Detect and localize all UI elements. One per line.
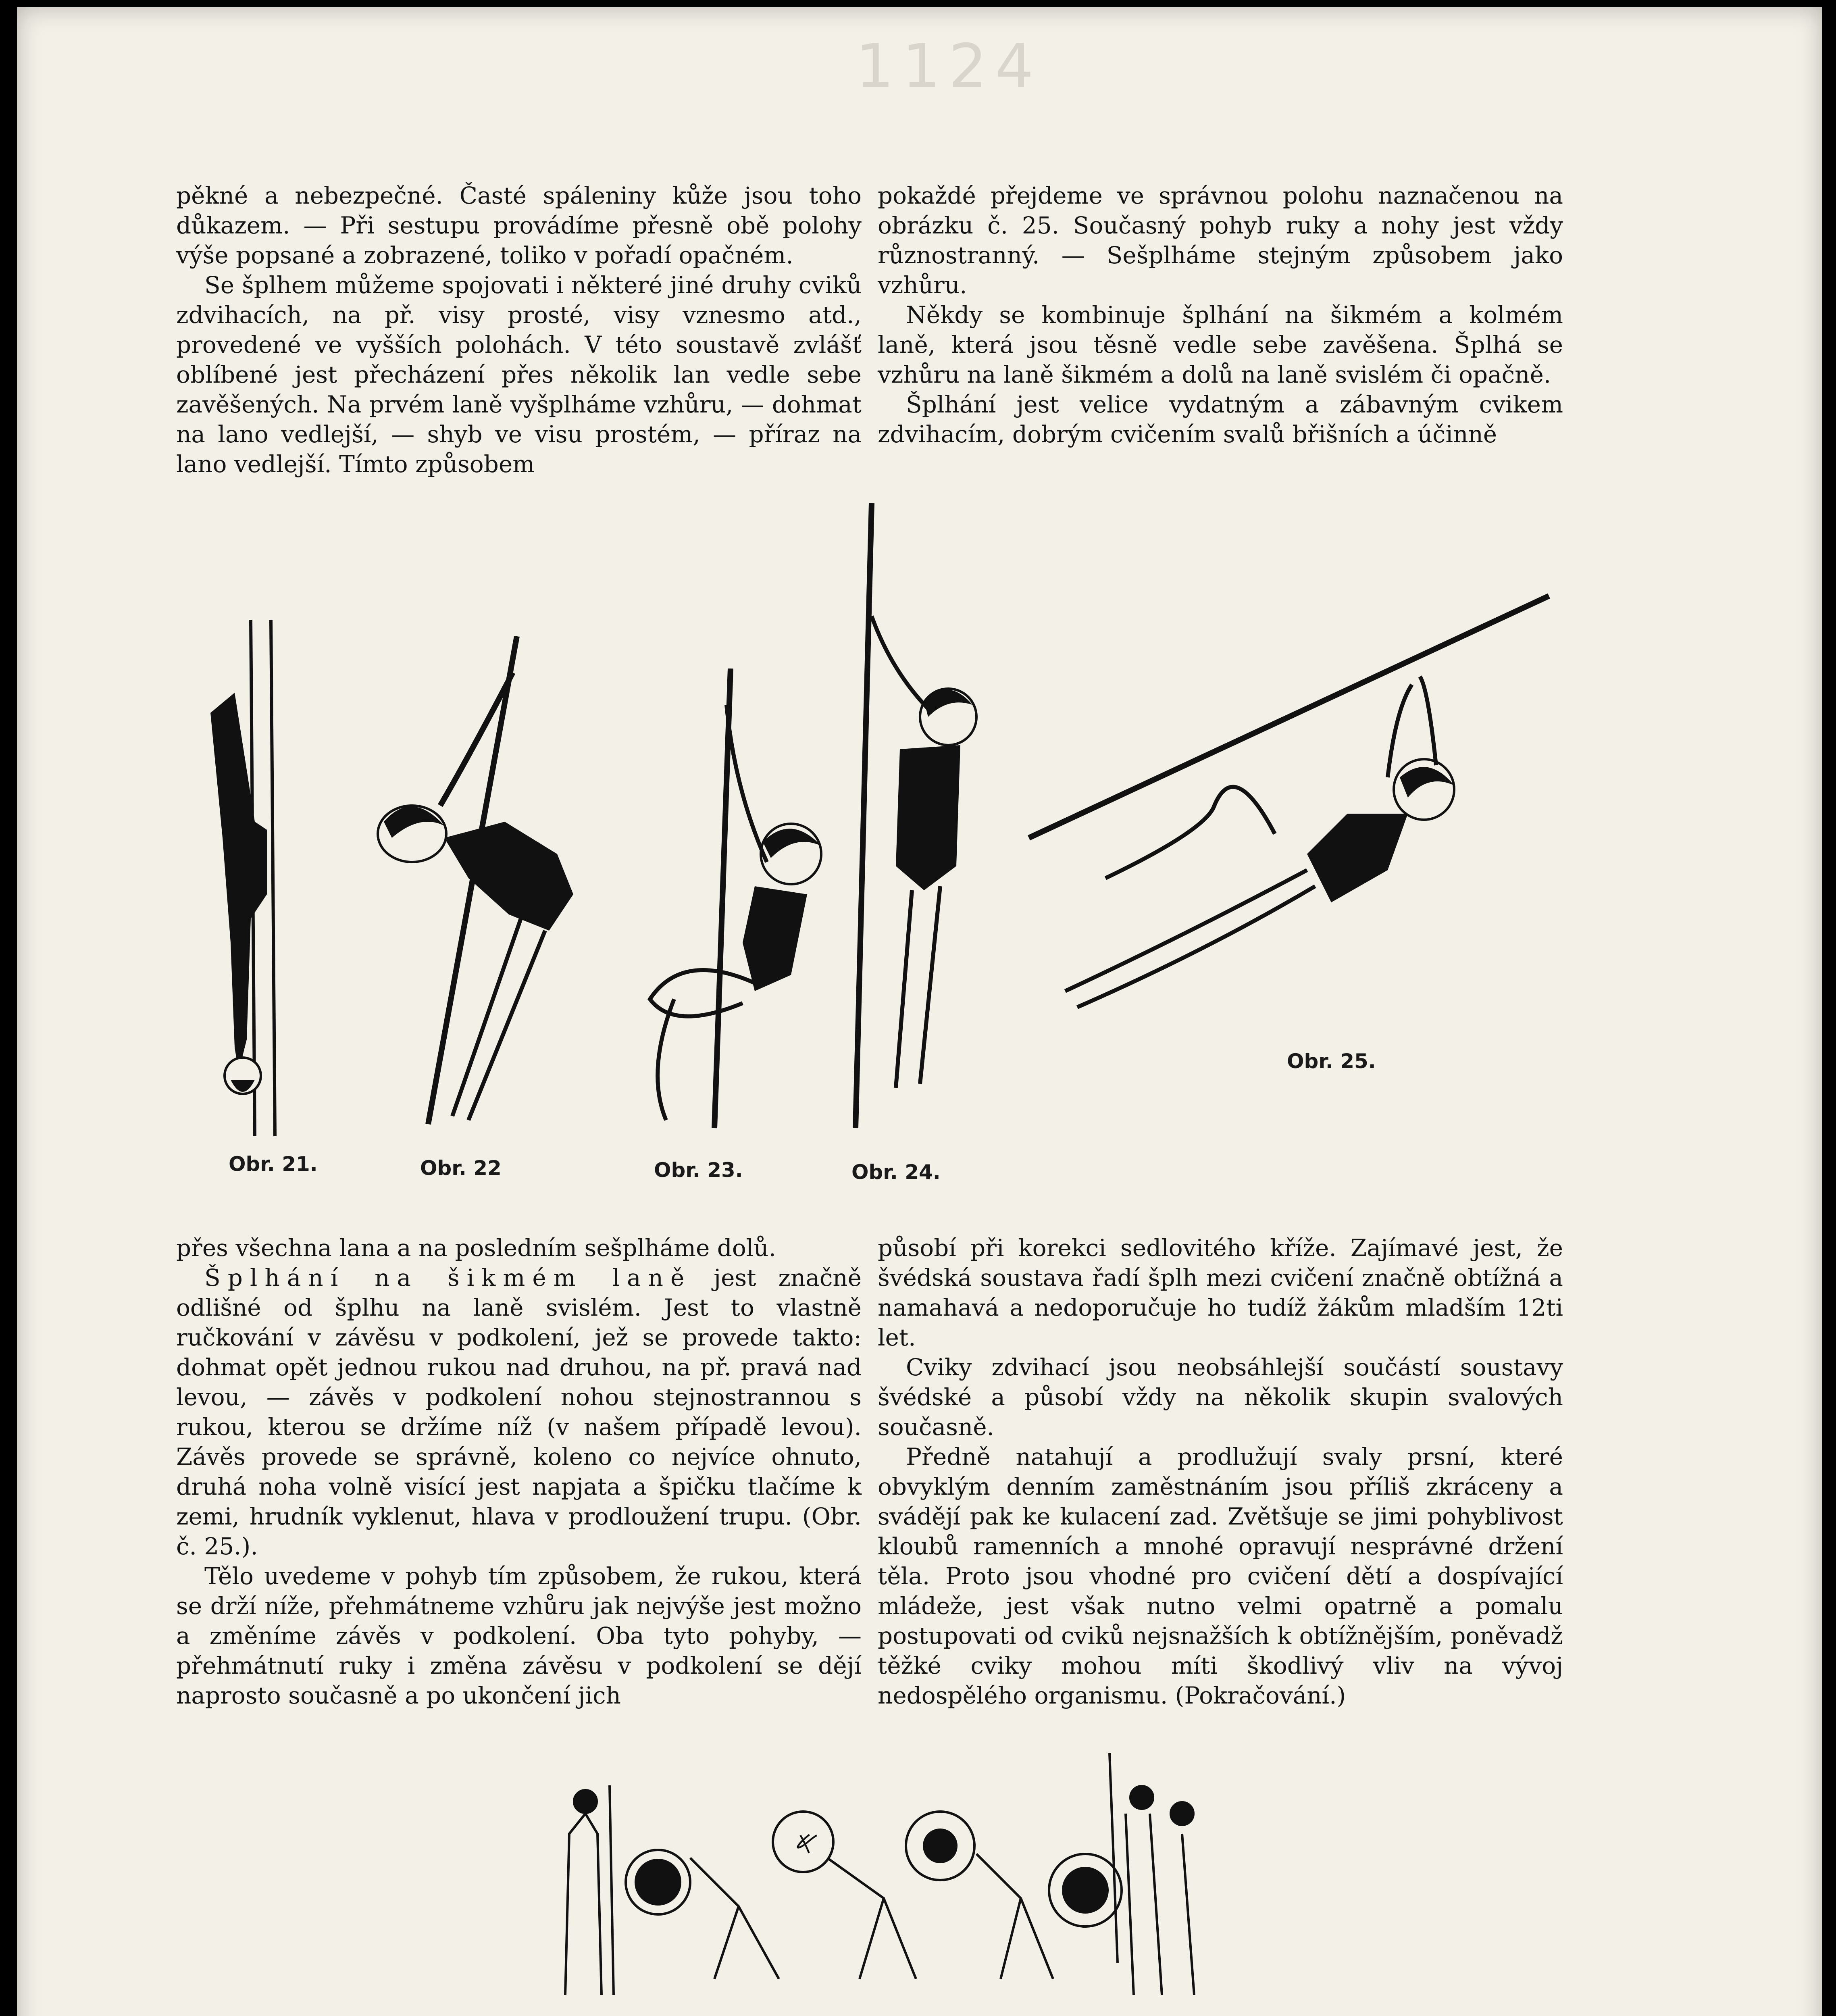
greek-frieze-illustration: [553, 1753, 1214, 1995]
paragraph: Někdy se kombinuje šplhání na šikmém a kolmém laně, která jsou těsně vedle sebe zavěšena. Šplhá se vzhůru na laně šikmém a dolů na laně svislém či opačně.: [878, 301, 1563, 388]
paragraph: Šplhání jest velice vydatným a zábavným cvikem zdvihacím, dobrým cvičením svalů břišních a účinně: [878, 391, 1563, 448]
figure-25-illustration: [1025, 588, 1589, 1064]
figure-22-caption: Obr. 22: [420, 1156, 502, 1180]
text-column-bottom-left: [176, 1233, 862, 1710]
library-stamp: 1124: [856, 31, 1042, 102]
text-column-top-left: [176, 181, 862, 479]
figure-24-caption: Obr. 24.: [851, 1160, 941, 1184]
figure-25-caption: Obr. 25.: [1287, 1050, 1376, 1073]
text-column-top-right: [878, 181, 1563, 449]
figure-24-illustration: [827, 503, 989, 1136]
paragraph-text: jest značně odlišné od šplhu na laně svislém. Jest to vlastně ručkování v závěsu v podkolení, jež se provede takto: dohmat opět jednou rukou nad druhou, na př. pravá nad levou, — závěs v podkolení nohou stejnostrannou s rukou, kterou se držíme níž (v našem případě levou). Závěs provede se správně, koleno co nejvíce ohnuto, druhá noha volně visící jest napjata a špičku tlačíme k zemi, hrudník vyklenut, hlava v prodloužení trupu. (Obr. č. 25.).: [176, 1264, 862, 1560]
paragraph: působí při korekci sedlovitého kříže. Zajímavé jest, že švédská soustava řadí šplh mezi cvičení značně obtížná a namahavá a nedoporučuje ho tudíž žákům mladším 12ti let.: [878, 1234, 1563, 1351]
paragraph: [176, 1263, 862, 1561]
figure-21-illustration: [186, 612, 356, 1144]
spaced-heading: Šplhání na šikmém laně: [204, 1264, 692, 1291]
document-page: [17, 7, 1822, 2016]
paragraph: Předně natahují a prodlužují svaly prsní, které obvyklým denním zaměstnáním jsou příliš zkráceny a svádějí pak ke kulacení zad. Zvětšuje se jimi pohyblivost kloubů ramenních a mnohé opravují nesprávné držení těla. Proto jsou vhodné pro cvičení dětí a dospívající mládeže, jest však nutno velmi opatrně a pomalu postupovati od cviků nejsnažších k obtížnějším, poněvadž těžké cviky mohou míti škodlivý vliv na vývoj nedospělého organismu. (Pokračování.): [878, 1443, 1563, 1709]
figure-22-illustration: [348, 636, 610, 1132]
figure-23-caption: Obr. 23.: [654, 1158, 743, 1182]
paragraph: Tělo uvedeme v pohyb tím způsobem, že rukou, která se drží níže, přehmátneme vzhůru jak nejvýše jest možno a změníme závěs v podkolení. Oba tyto pohyby, — přehmátnutí ruky i změna závěsu v podkolení se dějí naprosto současně a po ukončení jich: [176, 1562, 862, 1709]
paragraph: pěkné a nebezpečné. Časté spáleniny kůže jsou toho důkazem. — Při sestupu provádíme přesně obě polohy výše popsané a zobrazené, toliko v pořadí opačném.: [176, 182, 862, 269]
text-column-bottom-right: [878, 1233, 1563, 1710]
figure-21-caption: Obr. 21.: [229, 1152, 318, 1176]
paragraph: Se šplhem můžeme spojovati i některé jiné druhy cviků zdvihacích, na př. visy prosté, visy vznesmo atd., provedené ve vyšších polohách. V této soustavě zvlášť oblíbené jest přecházení přes několik lan vedle sebe zavěšených. Na prvém laně vyšplháme vzhůru, — dohmat na lano vedlejší, — shyb ve visu prostém, — příraz na lano vedlejší. Tímto způsobem: [176, 271, 862, 478]
paragraph: Cviky zdvihací jsou neobsáhlejší součástí soustavy švédské a působí vždy na několik skupin svalových současně.: [878, 1354, 1563, 1441]
svg-text:𐤀: 𐤀: [795, 1824, 819, 1862]
paragraph: pokaždé přejdeme ve správnou polohu naznačenou na obrázku č. 25. Současný pohyb ruky a nohy jest vždy různostranný. — Sešplháme stejným způsobem jako vzhůru.: [878, 182, 1563, 299]
paragraph: přes všechna lana a na posledním sešplháme dolů.: [176, 1234, 776, 1262]
figure-23-illustration: [622, 669, 831, 1136]
